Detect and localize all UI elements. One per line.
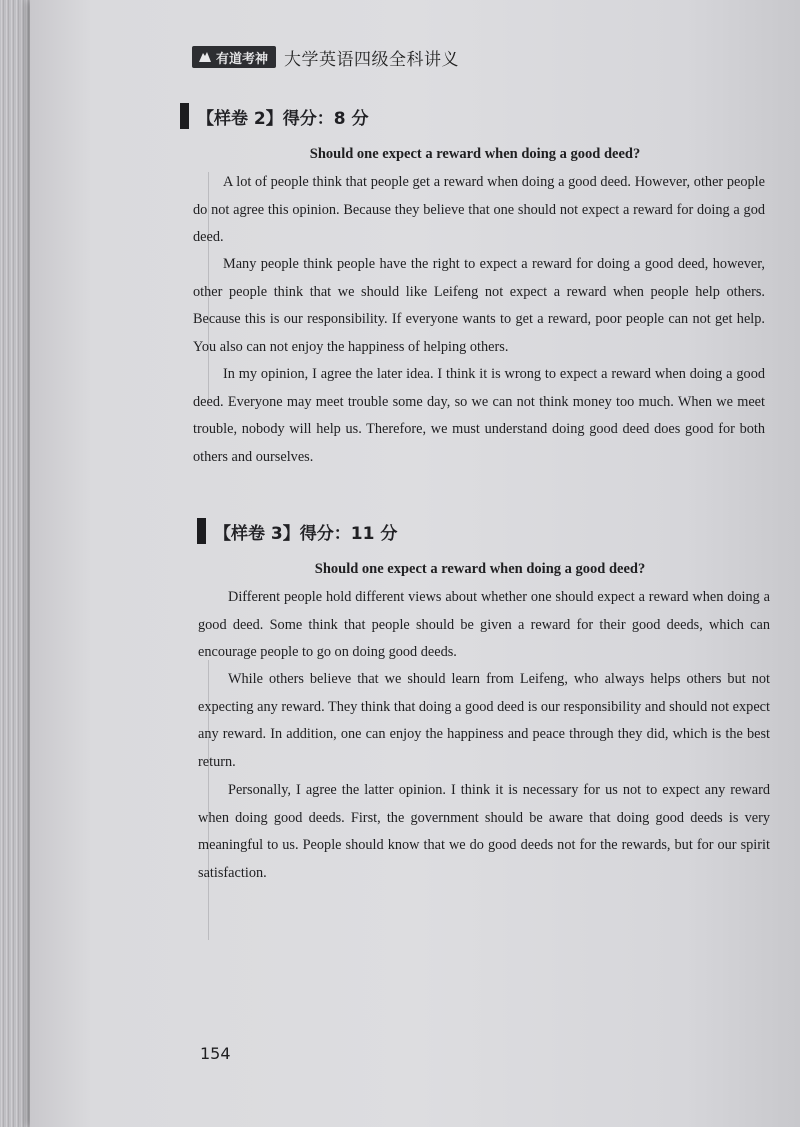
book-page	[30, 0, 800, 1127]
sample2-essay-title: Should one expect a reward when doing a good deed?	[309, 146, 641, 162]
heading-bar	[180, 103, 189, 129]
sample3-paragraph-2: While others believe that we should learn from Leifeng, who always helps others but not expecting any reward. They think that doing a good deed is our responsibility and should not expect any reward. In addition, one can enjoy the happiness and peace through they did, which is the best return.	[198, 671, 770, 770]
brand-logo	[192, 46, 276, 68]
sample2-paragraph-1: A lot of people think that people get a reward when doing a good deed. However, other people do not agree this opinion. Because they believe that one should not expect a reward for doing a god deed.	[193, 174, 765, 245]
book-title: 大学英语四级全科讲义	[284, 49, 460, 70]
sample3-heading-text: 【样卷 3】得分：11 分	[214, 523, 398, 544]
brand-logo-text: 有道考神	[216, 51, 269, 67]
page-number: 154	[200, 1044, 231, 1063]
sample2-paragraph-2: Many people think people have the right to expect a reward for doing a good deed, however, other people think that we should like Leifeng not expect a reward when people help others. Because this is our responsibility. If everyone wants to get a reward, poor people can not get help. You also can not enjoy the happiness of helping others.	[193, 256, 765, 355]
fox-head-icon	[198, 51, 212, 63]
sample3-paragraph-3: Personally, I agree the latter opinion. I think it is necessary for us not to expect any reward when doing good deeds. First, the government should be aware that doing good deeds is very meaningful to us. People should know that we do good deeds not for the rewards, but for our spirit satisfaction.	[198, 782, 770, 881]
sample3-essay-title: Should one expect a reward when doing a good deed?	[314, 561, 646, 577]
sample3-heading	[197, 518, 397, 544]
page-header	[192, 44, 459, 70]
sample2-paragraph-3: In my opinion, I agree the later idea. I think it is wrong to expect a reward when doing a good deed. Everyone may meet trouble some day, so we can not think money too much. When we meet trouble, nobody will help us. Therefore, we must understand doing good deed does good for both others and ourselves.	[193, 366, 765, 465]
sample2-heading	[180, 103, 369, 129]
heading-bar	[197, 518, 206, 544]
sample3-paragraph-1: Different people hold different views about whether one should expect a reward when doing a good deed. Some think that people should be given a reward for their good deeds, which can encourage people to go on doing good deeds.	[198, 589, 770, 660]
sample2-heading-text: 【样卷 2】得分：8 分	[197, 108, 369, 129]
